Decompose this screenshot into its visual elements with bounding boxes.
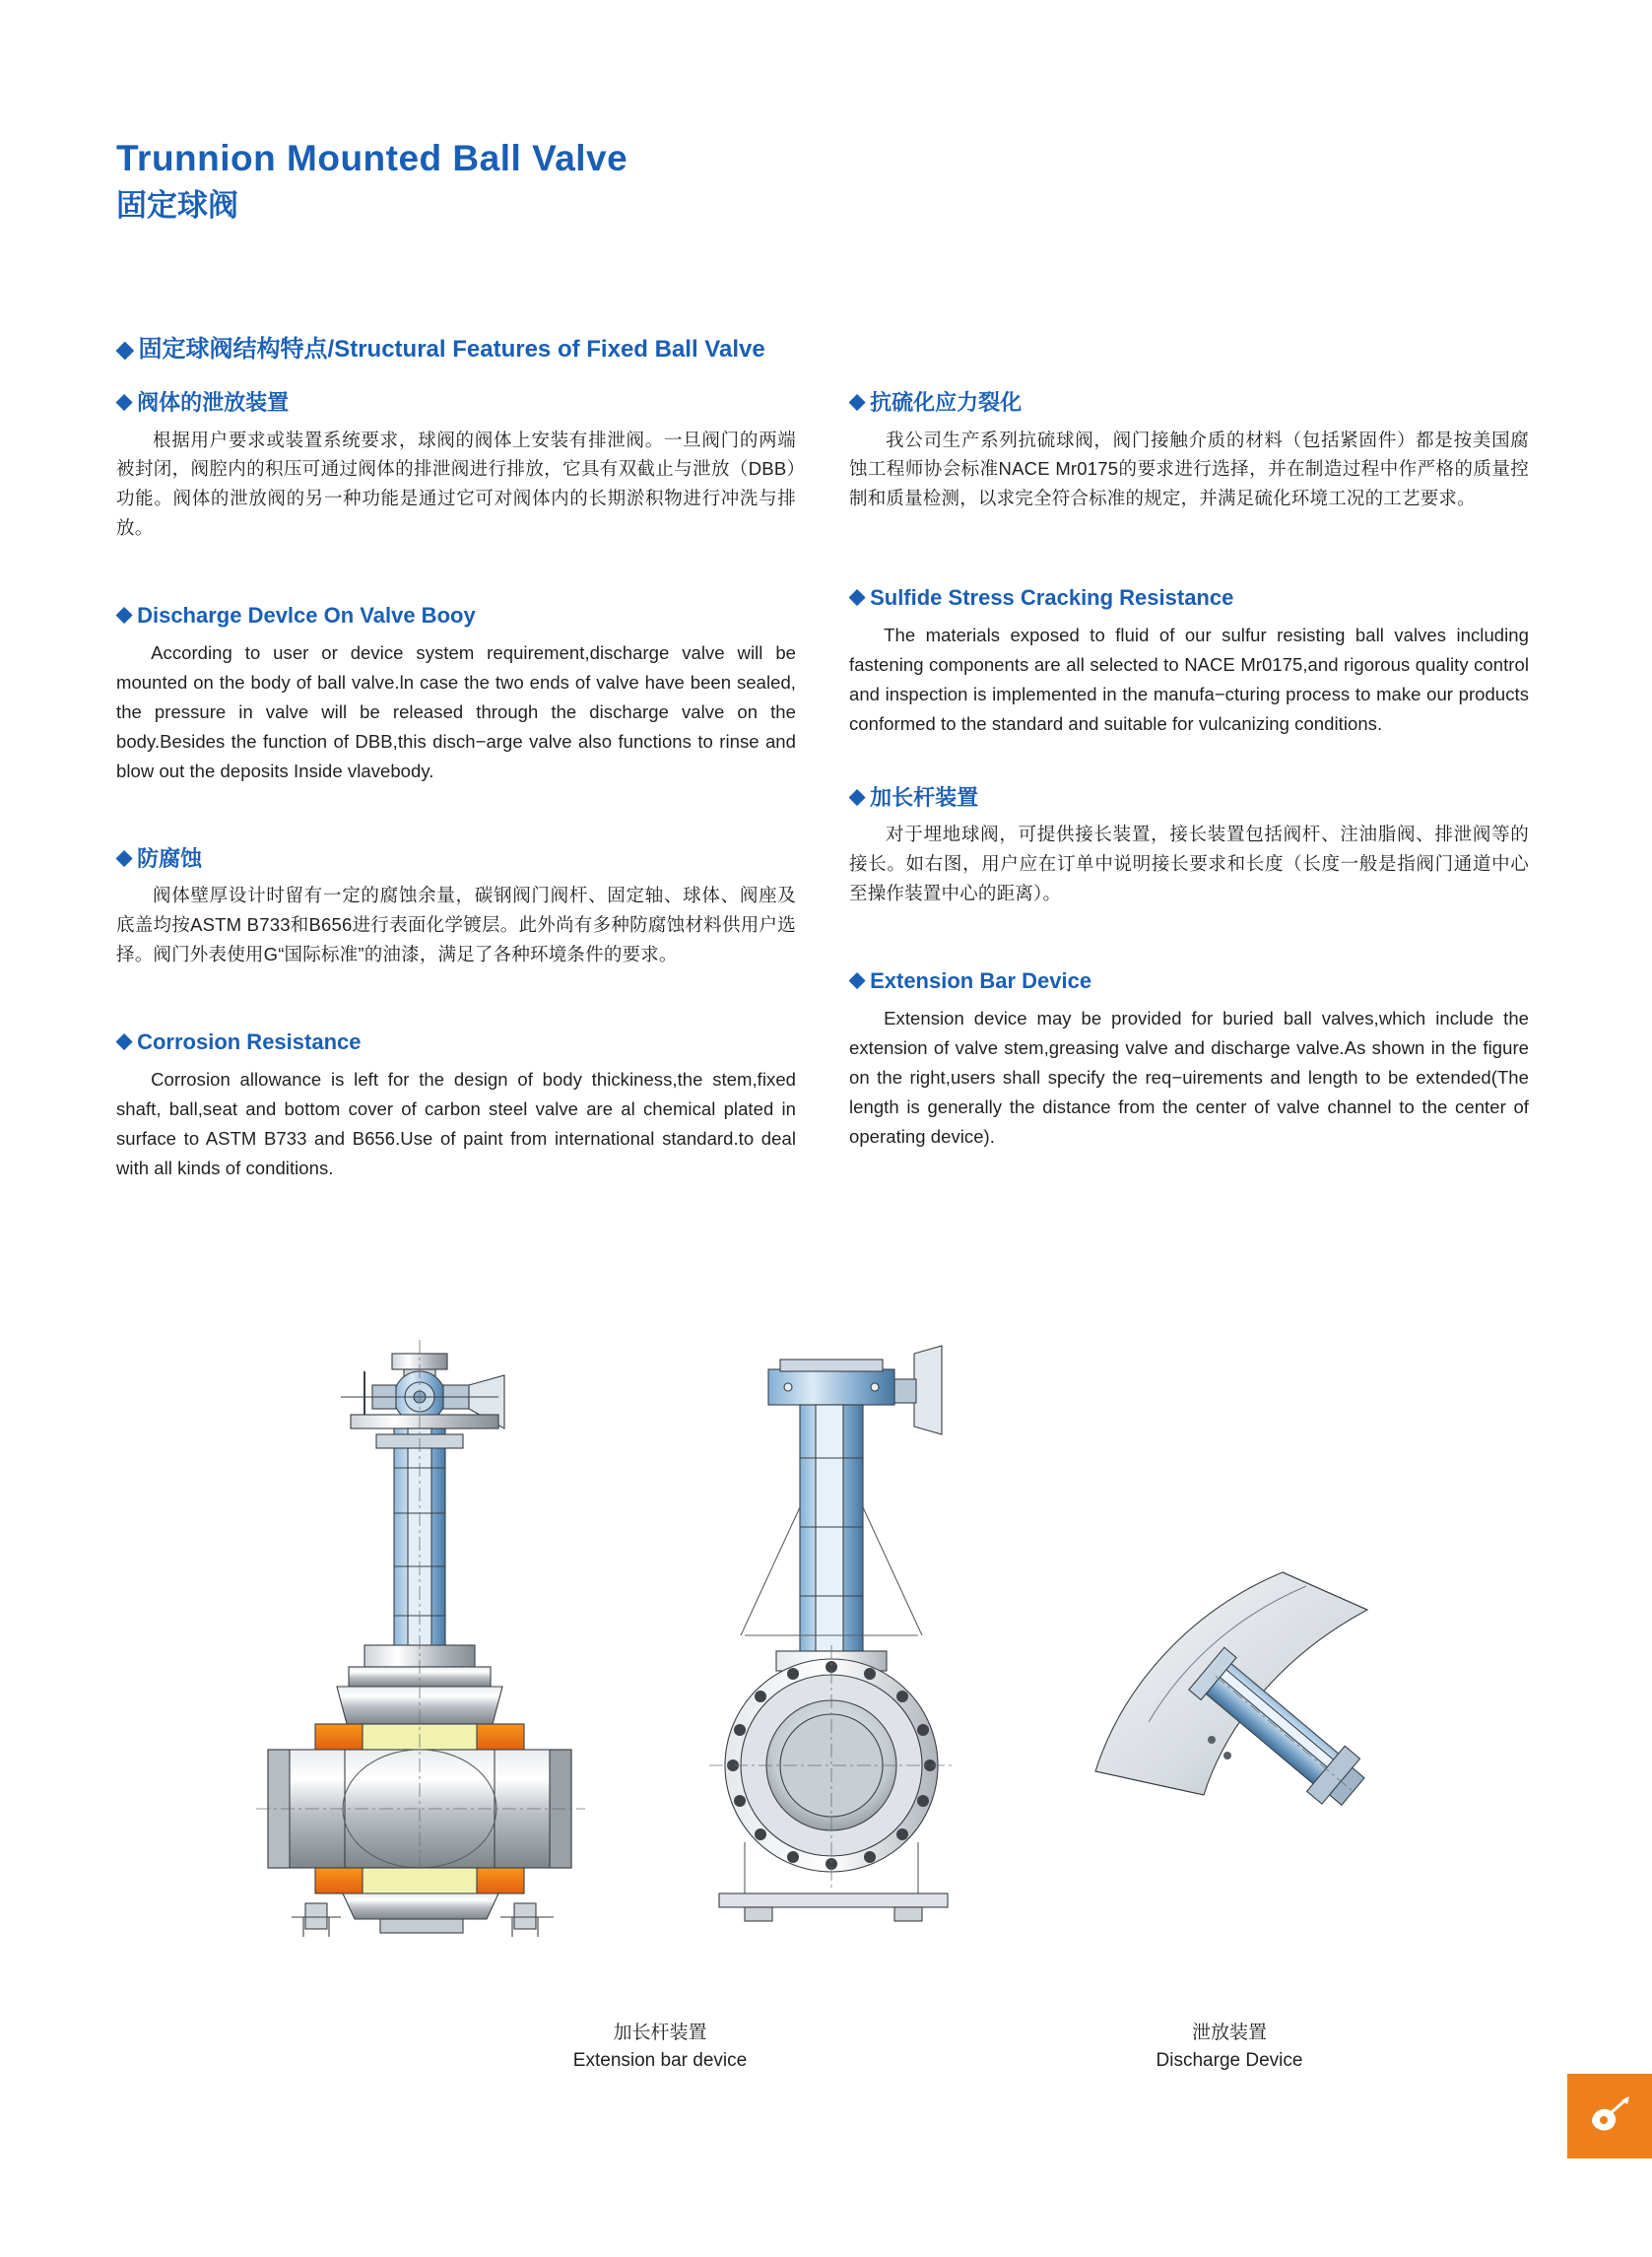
section-sulfide-en bbox=[849, 584, 1529, 738]
diamond-bullet-icon: ◆ bbox=[116, 390, 133, 413]
section-discharge-device-cn bbox=[116, 389, 796, 543]
heading-label: 防腐蚀 bbox=[137, 845, 203, 871]
paragraph-extension-en: Extension device may be provided for buried ball valves,which include the extension of valve stem,greasing valve and discharge valve.As shown in the figure on the right,users shall specify the req−uirements and length to be extended(The length is generally the distance from the center of valve channel to the center of operating device). bbox=[849, 1007, 1529, 1147]
page-title-en: Trunnion Mounted Ball Valve bbox=[116, 138, 628, 178]
heading-label: Corrosion Resistance bbox=[137, 1029, 362, 1055]
corner-logo-badge bbox=[1567, 2074, 1652, 2158]
figure-extension-bar-device bbox=[650, 1310, 1064, 1941]
figure-trunnion-ball-valve-section bbox=[246, 1320, 660, 1941]
diamond-bullet-icon: ◆ bbox=[849, 390, 866, 413]
heading-extension-cn bbox=[849, 784, 1529, 812]
spacer bbox=[116, 568, 796, 602]
spacer bbox=[849, 934, 1529, 967]
caption-cn: 泄放装置 bbox=[1191, 2023, 1267, 2043]
spacer bbox=[849, 539, 1529, 584]
figure-discharge-device bbox=[1054, 1537, 1448, 1862]
page-title-cn: 固定球阀 bbox=[116, 187, 238, 223]
section-main-heading-label: 固定球阀结构特点/Structural Features of Fixed Ball Valve bbox=[138, 336, 765, 363]
paragraph-discharge-device-cn: 根据用户要求或装置系统要求，球阀的阀体上安装有排泄阀。一旦阀门的两端被封闭，阀腔内的积压可通过阀体的排泄阀进行排放，它具有双截止与泄放（DBB）功能。阀体的泄放阀的另一种功能是通过它可对阀体内的长期淤积物进行冲洗与排放。 bbox=[116, 429, 796, 539]
paragraph-sulfide-en: The materials exposed to fluid of our sulfur resisting ball valves including fastening components are all selected to NACE Mr0175,and rigorous quality control and inspection is implemented in the manufa−cturing process to make our products conformed to the standard and suitable for vulcanizing conditions. bbox=[849, 624, 1529, 734]
heading-sulfide-en bbox=[849, 584, 1529, 612]
diamond-bullet-icon: ◆ bbox=[116, 336, 134, 362]
caption-discharge-device bbox=[1032, 2020, 1426, 2074]
paragraph-corrosion-en: Corrosion allowance is left for the design of body thickiness,the stem,fixed shaft, ball,seat and bottom cover of carbon steel valve are al chemical plated in surface to ASTM B733 and B656.Use of paint from international standard.to deal with all kinds of conditions. bbox=[116, 1068, 796, 1178]
caption-en: Discharge Device bbox=[1156, 2049, 1303, 2071]
heading-label: 抗硫化应力裂化 bbox=[870, 390, 1023, 415]
heading-label: 阀体的泄放装置 bbox=[137, 390, 290, 415]
page-header bbox=[116, 138, 1101, 226]
section-main-heading bbox=[116, 335, 765, 365]
heading-discharge-device-en bbox=[116, 602, 796, 630]
section-discharge-device-en bbox=[116, 602, 796, 785]
content-column-left bbox=[116, 389, 796, 1209]
diamond-bullet-icon: ◆ bbox=[116, 1029, 133, 1053]
diamond-bullet-icon: ◆ bbox=[116, 845, 133, 869]
heading-label: 加长杆装置 bbox=[870, 784, 979, 810]
heading-label: Extension Bar Device bbox=[870, 968, 1092, 994]
heading-discharge-device-cn bbox=[116, 389, 796, 417]
heading-extension-en bbox=[849, 967, 1529, 995]
paragraph-sulfide-cn: 我公司生产系列抗硫球阀，阀门接触介质的材料（包括紧固件）都是按美国腐蚀工程师协会标准NACE Mr0175的要求进行选择，并在制造过程中作严格的质量控制和质量检测，以求完全符合标准的规定，并满足硫化环境工况的工艺要求。 bbox=[849, 429, 1529, 509]
section-extension-en bbox=[849, 967, 1529, 1151]
section-corrosion-cn bbox=[116, 845, 796, 969]
figure-gallery bbox=[0, 1310, 1652, 2089]
section-corrosion-en bbox=[116, 1029, 796, 1182]
company-logo-icon bbox=[1582, 2089, 1637, 2144]
diamond-bullet-icon: ◆ bbox=[849, 585, 866, 609]
section-sulfide-cn bbox=[849, 389, 1529, 513]
caption-en: Extension bar device bbox=[572, 2049, 748, 2071]
content-column-right bbox=[849, 389, 1529, 1177]
spacer bbox=[116, 995, 796, 1029]
paragraph-discharge-device-en: According to user or device system requirement,discharge valve will be mounted on the body of ball valve.ln case the two ends of valve have been sealed, the pressure in valve will be released through the discharge valve on the body.Besides the function of DBB,this disch−arge valve also functions to rinse and blow out the deposits Inside vlavebody. bbox=[116, 641, 796, 781]
heading-label: Discharge Devlce On Valve Booy bbox=[137, 603, 476, 629]
heading-corrosion-cn bbox=[116, 845, 796, 873]
spacer bbox=[116, 812, 796, 845]
section-extension-cn bbox=[849, 784, 1529, 908]
paragraph-extension-cn: 对于埋地球阀，可提供接长装置，接长装置包括阀杆、注油脂阀、排泄阀等的接长。如右图，用户应在订单中说明接长要求和长度（长度一般是指阀门通道中心至操作装置中心的距离）。 bbox=[849, 824, 1529, 904]
diamond-bullet-icon: ◆ bbox=[849, 784, 866, 808]
spacer bbox=[849, 764, 1529, 784]
heading-corrosion-en bbox=[116, 1029, 796, 1056]
paragraph-corrosion-cn: 阀体壁厚设计时留有一定的腐蚀余量，碳钢阀门阀杆、固定轴、球体、阀座及底盖均按ASTM B733和B656进行表面化学镀层。此外尚有多种防腐蚀材料供用户选择。阀门外表使用G“国际标准”的油漆，满足了各种环境条件的要求。 bbox=[116, 885, 796, 965]
heading-label: Sulfide Stress Cracking Resistance bbox=[870, 585, 1234, 611]
diamond-bullet-icon: ◆ bbox=[849, 968, 866, 992]
diamond-bullet-icon: ◆ bbox=[116, 603, 133, 627]
caption-extension-bar-device bbox=[463, 2020, 857, 2074]
caption-cn: 加长杆装置 bbox=[613, 2023, 707, 2043]
heading-sulfide-cn bbox=[849, 389, 1529, 417]
